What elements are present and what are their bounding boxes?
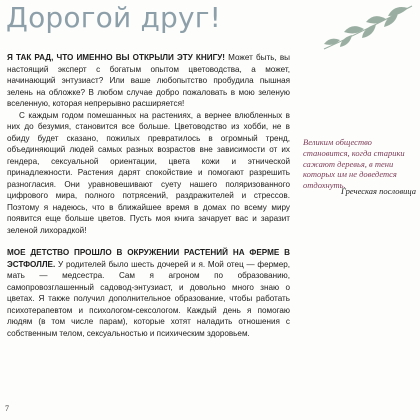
sidebar-quote: Великим общество становится, когда старики сажают деревья, в тени которых им не доведется отдохнуть.: [303, 137, 405, 191]
page-title: Дорогой друг!: [6, 1, 222, 34]
quote-source: Греческая пословица: [341, 186, 416, 196]
leaf-branch-icon: [322, 2, 414, 52]
trend-paragraph: С каждым годом помешанных на растениях, а вернее влюбленных в них до безумия, становится все больше. Цветоводство из хобби, не в обиду будет сказано, пожилых превратилось в огромный тренд, объединяющий людей самых разных возрастов вне зависимости от их гендера, сексуальной ориентации, цвета кожи и этнической принадлежности. Растения дарят спокойствие и помогают разрешить разногласия. Они уравновешивают суету нашего поляризованного цифрового мира, полного потрясений, раздражителей и стрессов. Поэтому я надеюсь, что в ближайшее время в домах по всему миру появится еще больше цветов. Пусть моя книга зачарует вас и заразит зеленой лихорадкой!: [7, 110, 290, 235]
main-text: [7, 52, 290, 339]
page-number: 7: [5, 404, 9, 413]
intro-paragraph: [7, 52, 290, 110]
childhood-text: У родителей было шесть дочерей и я. Мой отец — фермер, мать — медсестра. Сам я агроном по образованию, самопровозглашенный садовод-энтузиаст, и довольно много знаю о цветах. Я также получил дополнительное образование, чтобы работать психотерапевтом и психологом-сексологом. Каждый день я помогаю людям (в том числе парам), которые хотят наладить отношения с собственным телом, сексуальностью и психическим здоровьем.: [7, 259, 290, 338]
childhood-paragraph: [7, 247, 290, 339]
intro-lead: Я ТАК РАД, ЧТО ИМЕННО ВЫ ОТКРЫЛИ ЭТУ КНИГУ!: [7, 53, 225, 62]
intro-text: Может быть, вы настоящий эксперт с богатым опытом цветоводства, а может, начинающий энтузиаст? Или ваше любопытство пробудила пышная зелень на обложке? В любом случае добро пожаловать в мою зеленую вселенную, которая непрерывно расширяется!: [7, 53, 291, 108]
childhood-lead: МОЕ ДЕТСТВО ПРОШЛО В ОКРУЖЕНИИ РАСТЕНИЙ НА ФЕРМЕ В ЭСТФОЛЛЕ.: [7, 248, 290, 269]
